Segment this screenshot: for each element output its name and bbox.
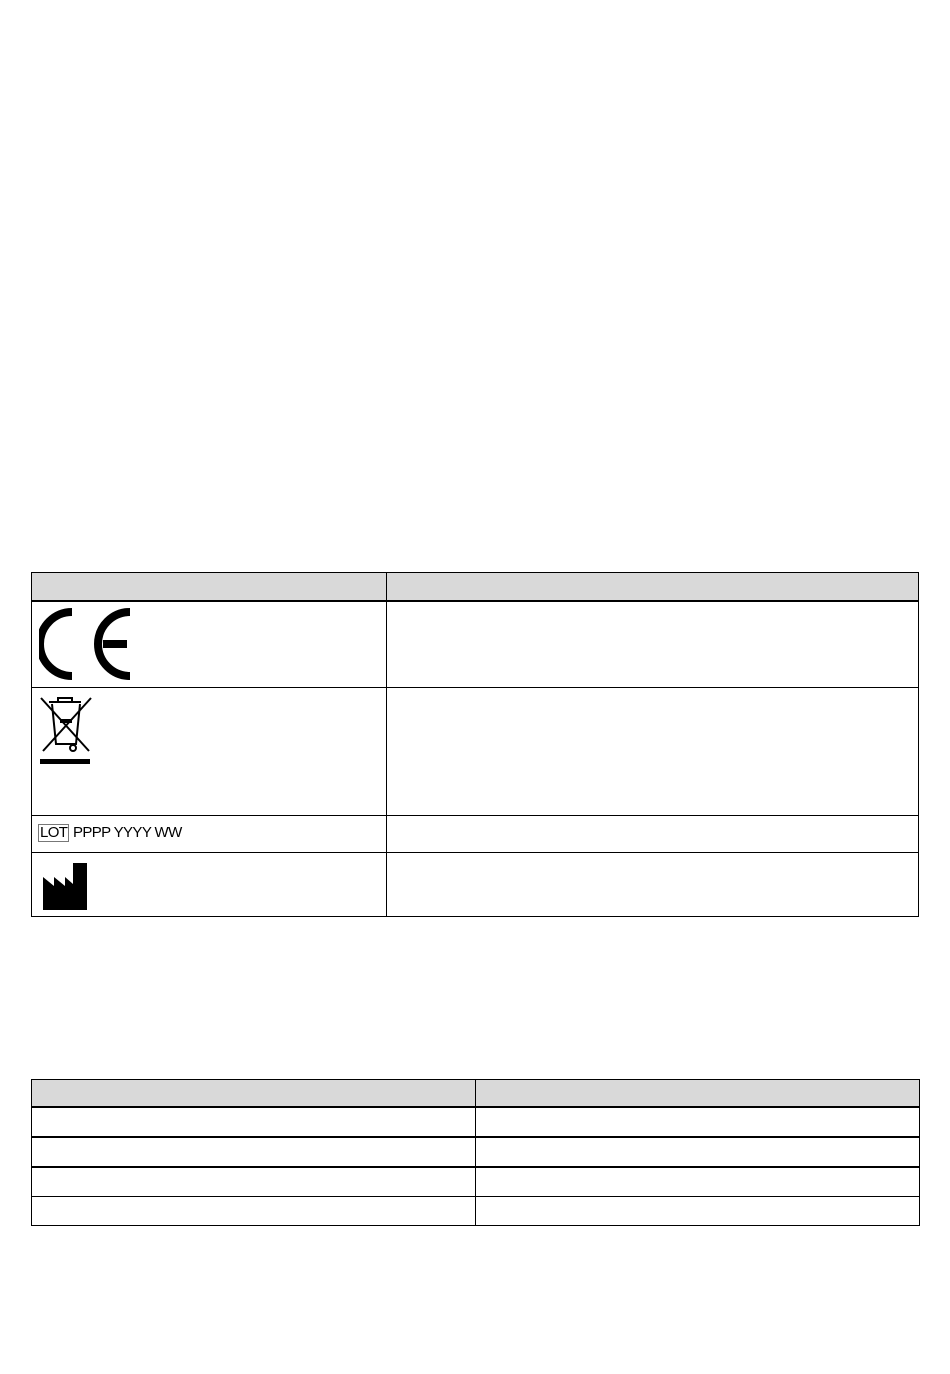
symbol-cell (32, 601, 387, 688)
description-cell (387, 816, 919, 853)
table-row (32, 688, 919, 816)
lot-code: PPPP YYYY WW (72, 824, 182, 841)
table-row (32, 1197, 920, 1226)
table-cell (32, 1107, 476, 1137)
table-cell (476, 1107, 920, 1137)
table-cell (476, 1167, 920, 1197)
header-cell-description (387, 573, 919, 602)
data-table (31, 1079, 920, 1226)
description-cell (387, 688, 919, 816)
symbol-cell (32, 816, 387, 853)
lot-box: LOT (40, 824, 68, 841)
table-header-row (32, 573, 919, 602)
table-row (32, 1107, 920, 1137)
symbol-cell (32, 688, 387, 816)
header-cell (32, 1080, 476, 1108)
table-cell (476, 1197, 920, 1226)
header-cell (476, 1080, 920, 1108)
table-cell (476, 1137, 920, 1167)
table-header-row (32, 1080, 920, 1108)
table-row (32, 1137, 920, 1167)
table-row (32, 816, 919, 853)
table-cell (32, 1197, 476, 1226)
ce-mark-icon (39, 608, 131, 680)
weee-crossed-bin-icon (38, 695, 94, 767)
description-cell (387, 853, 919, 917)
table-row (32, 853, 919, 917)
table-row (32, 601, 919, 688)
table-row (32, 1167, 920, 1197)
manufacturer-factory-icon (42, 862, 88, 910)
symbol-cell (32, 853, 387, 917)
table-cell (32, 1137, 476, 1167)
description-cell (387, 601, 919, 688)
symbols-table (31, 572, 919, 917)
table-cell (32, 1167, 476, 1197)
header-cell-symbol (32, 573, 387, 602)
lot-label (38, 824, 386, 842)
